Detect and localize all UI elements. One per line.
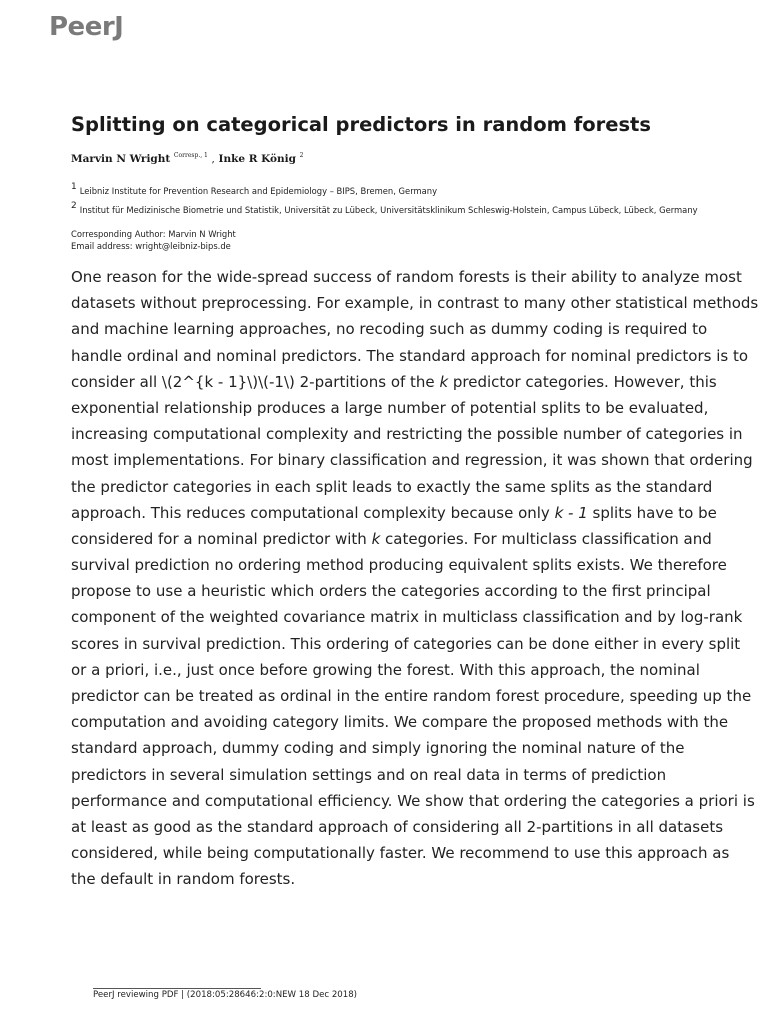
abstract-line: approach. This reduces computational complexity because only k - 1 splits have to be (71, 503, 717, 522)
abstract-line: increasing computational complexity and restricting the possible number of categories in (71, 425, 743, 444)
author-separator: , (211, 153, 215, 165)
abstract-line: datasets without preprocessing. For example, in contrast to many other statistical methods (71, 294, 759, 313)
abstract-line: considered, while being computationally faster. We recommend to use this approach as (71, 844, 730, 863)
abstract-line: One reason for the wide-spread success of random forests is their ability to analyze most (71, 268, 742, 286)
affiliation (71, 201, 698, 215)
abstract (71, 264, 759, 893)
abstract-line: the default in random forests. (71, 870, 296, 889)
abstract-line: considered for a nominal predictor with k categories. For multiclass classification and (71, 529, 712, 548)
review-footer: PeerJ reviewing PDF | (2018:05:28646:2:0:NEW 18 Dec 2018) (93, 990, 358, 1000)
abstract-line: propose to use a heuristic which orders the categories according to the first principal (71, 582, 711, 601)
author-name: Inke R König (218, 153, 296, 165)
corresponding-author: Corresponding Author: Marvin N Wright (71, 229, 236, 239)
author-marks: 2 (299, 152, 304, 159)
abstract-line: survival prediction no ordering method producing equivalent splits exists. We therefore (71, 556, 727, 575)
abstract-line: predictors in several simulation settings and on real data in terms of prediction (71, 765, 667, 784)
affiliation (71, 182, 437, 196)
abstract-line: most implementations. For binary classification and regression, it was shown that ordering (71, 451, 753, 470)
affiliation-text: Leibniz Institute for Prevention Research and Epidemiology – BIPS, Bremen, Germany (79, 186, 438, 196)
abstract-line: and machine learning approaches, no recoding such as dummy coding is required to (71, 320, 708, 339)
abstract-line: the predictor categories in each split leads to exactly the same splits as the standard (71, 477, 713, 496)
abstract-line: handle ordinal and nominal predictors. The standard approach for nominal predictors is to (71, 346, 749, 365)
abstract-line: standard approach, dummy coding and simply ignoring the nominal nature of the (71, 739, 685, 758)
abstract-line: performance and computational efficiency. We show that ordering the categories a priori is (71, 791, 755, 810)
abstract-line: exponential relationship produces a large number of potential splits to be evaluated, (71, 398, 709, 417)
corresponding-email: Email address: wright@leibniz-bips.de (71, 241, 231, 251)
abstract-line: computation and avoiding category limits. We compare the proposed methods with the (71, 713, 729, 732)
abstract-line: or a priori, i.e., just once before growing the forest. With this approach, the nominal (71, 660, 700, 679)
corresponding-author-block (71, 228, 236, 252)
peerj-logo: PeerJ (49, 12, 124, 42)
abstract-line: component of the weighted covariance matrix in multiclass classification and by log-rank (71, 608, 743, 627)
abstract-line: at least as good as the standard approach of considering all 2-partitions in all datasets (71, 817, 724, 836)
abstract-line: consider all \(2^{k - 1}\)\(-1\) 2-partitions of the k predictor categories. However, this (71, 372, 717, 391)
affiliation-number: 2 (71, 201, 77, 211)
abstract-line: predictor can be treated as ordinal in the entire random forest procedure, speeding up the (71, 687, 752, 705)
author-marks: Corresp., 1 (173, 152, 208, 159)
footer-rule (93, 988, 261, 989)
author-name: Marvin N Wright (71, 153, 171, 165)
author-list (71, 152, 303, 165)
affiliation-number: 1 (71, 182, 77, 192)
paper-title: Splitting on categorical predictors in random forests (71, 113, 651, 136)
affiliation-text: Institut für Medizinische Biometrie und Statistik, Universität zu Lübeck, Universitätsklinikum Schleswig-Holstein, Campus Lübeck, Lübeck, Germany (79, 205, 698, 215)
abstract-line: scores in survival prediction. This ordering of categories can be done either in every split (71, 634, 741, 653)
